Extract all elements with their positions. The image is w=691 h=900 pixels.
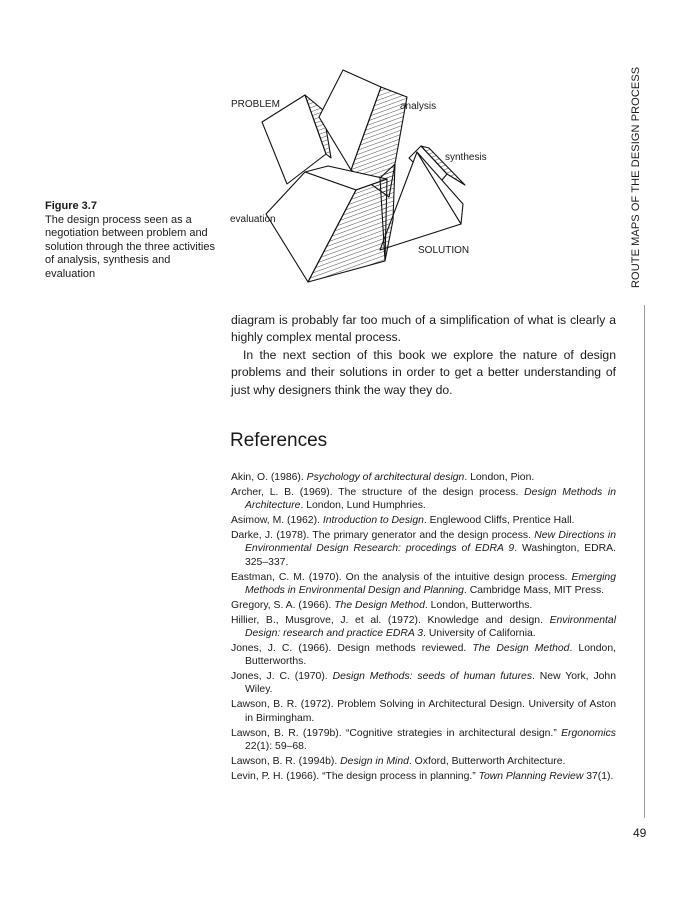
label-evaluation: evaluation (230, 214, 276, 225)
body-paragraph-1: diagram is probably far too much of a simplification of what is clearly a highly complex mental process. (231, 313, 616, 345)
references-heading: References (230, 430, 328, 451)
reference-item: Eastman, C. M. (1970). On the analysis of the intuitive design process. Emerging Methods in Environmental Design and Planning. Cambridge Mass, MIT Press. (231, 571, 616, 596)
body-text (231, 312, 616, 399)
reference-item: Jones, J. C. (1970). Design Methods: seeds of human futures. New York, John Wiley. (231, 671, 616, 696)
running-head: ROUTE MAPS OF THE DESIGN PROCESS (630, 66, 642, 288)
reference-item: Lawson, B. R. (1994b). Design in Mind. Oxford, Butterworth Architecture. (231, 755, 566, 767)
reference-item: Asimow, M. (1962). Introduction to Design. Englewood Cliffs, Prentice Hall. (231, 515, 575, 527)
design-process-diagram (225, 62, 505, 294)
body-paragraph-2: In the next section of this book we explore the nature of design problems and their solutions in order to get a better understanding of just why designers think the way they do. (231, 347, 616, 397)
figure-caption-text: The design process seen as a negotiation between problem and solution through the three activities of analysis, synthesis and evaluation (45, 213, 215, 280)
label-synthesis: synthesis (445, 152, 487, 163)
reference-item: Akin, O. (1986). Psychology of architectural design. London, Pion. (231, 472, 535, 483)
reference-item: Lawson, B. R. (1972). Problem Solving in Architectural Design. University of Aston in Birmingham. (231, 699, 616, 724)
reference-item: Archer, L. B. (1969). The structure of the design process. Design Methods in Architecture. London, Lund Humphries. (231, 487, 616, 512)
label-solution: SOLUTION (418, 245, 470, 256)
figure-caption (45, 200, 215, 282)
page-number: 49 (633, 826, 647, 840)
reference-item: Darke, J. (1978). The primary generator and the design process. New Directions in Environmental Design Research: procedings of EDRA 9. Washington, EDRA. 325–337. (231, 530, 617, 568)
running-head-rule (644, 305, 645, 818)
label-analysis: analysis (400, 101, 437, 112)
references-list (231, 471, 616, 785)
reference-item: Levin, P. H. (1966). “The design process in planning.” Town Planning Review 37(1). (231, 770, 614, 782)
diagram-svg (225, 62, 505, 294)
label-problem: PROBLEM (231, 99, 280, 110)
reference-item: Gregory, S. A. (1966). The Design Method. London, Butterworths. (231, 599, 533, 611)
reference-item: Lawson, B. R. (1979b). “Cognitive strategies in architectural design.” Ergonomics 22(1): 59–68. (231, 727, 616, 752)
reference-item: Hillier, B., Musgrove, J. et al. (1972). Knowledge and design. Environmental Design: research and practice EDRA 3. University of California. (231, 614, 616, 640)
figure-label: Figure 3.7 (45, 200, 97, 212)
reference-item: Jones, J. C. (1966). Design methods reviewed. The Design Method. London, Butterworths. (231, 643, 616, 668)
